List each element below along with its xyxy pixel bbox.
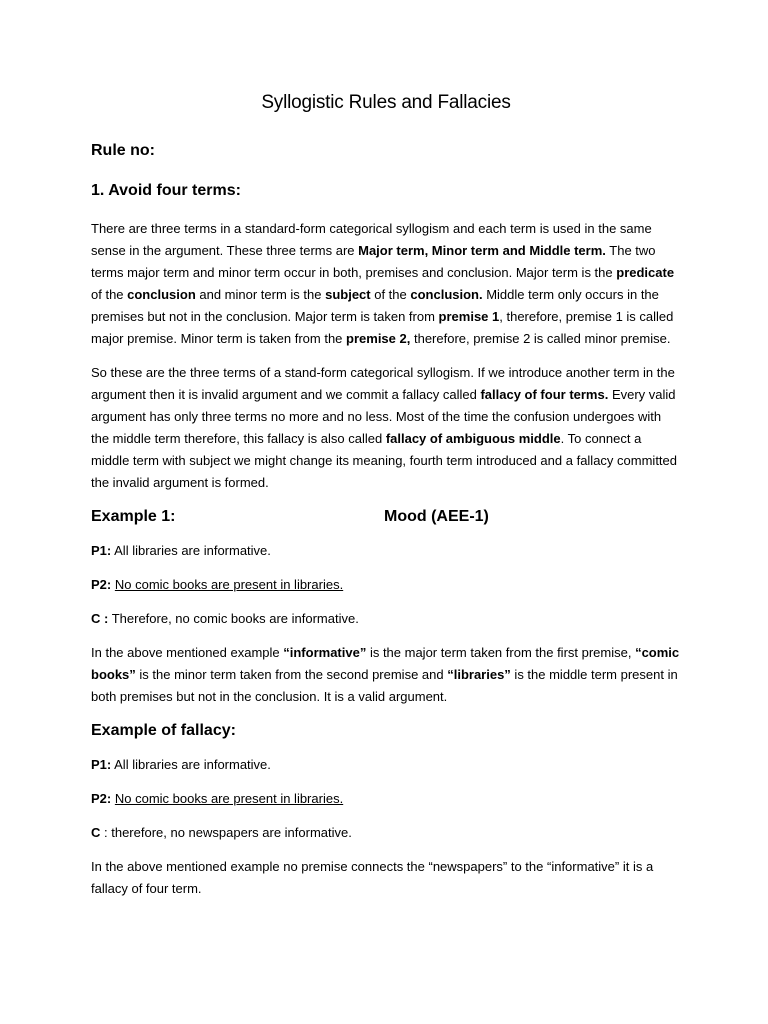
conclusion-text: Therefore, no comic books are informative. bbox=[108, 611, 359, 626]
premise-text: All libraries are informative. bbox=[111, 543, 271, 558]
premise-text: All libraries are informative. bbox=[111, 757, 271, 772]
text-run: of the bbox=[370, 287, 411, 302]
bold-run: predicate bbox=[616, 265, 675, 280]
example1-label: Example 1: bbox=[91, 508, 176, 525]
bold-run: premise 1 bbox=[438, 309, 500, 324]
text-run: Every valid argument has only three terms no more and no less. Most of the time the confusion undergoes with the middle term therefore, this fallacy is also called bbox=[91, 387, 676, 446]
bold-run: “libraries” bbox=[447, 667, 511, 682]
premise-text: No comic books are present in libraries. bbox=[114, 791, 344, 806]
text-run: is the minor term taken from the second premise and bbox=[135, 667, 448, 682]
text-run: The two terms major term and minor term occur in both, premises and conclusion. Major term is the bbox=[91, 243, 656, 280]
conclusion-label: C : bbox=[91, 611, 109, 626]
premise-label: P2: bbox=[91, 791, 112, 806]
bold-run: conclusion bbox=[127, 287, 196, 302]
rule1-heading: 1. Avoid four terms: bbox=[91, 182, 241, 199]
text-run: Middle term only occurs in the premises but not in the conclusion. Major term is taken from bbox=[91, 287, 659, 324]
paragraph-fallacy-explanation: In the above mentioned example no premise connects the “newspapers” to the “informative” it is a fallacy of four term. bbox=[91, 859, 654, 896]
text-run: therefore, premise 2 is called minor premise. bbox=[410, 331, 671, 346]
text-run: So these are the three terms of a stand-form categorical syllogism. If we introduce another term in the argument then it is invalid argument and we commit a fallacy called bbox=[91, 365, 675, 402]
text-run: is the major term taken from the first premise, bbox=[366, 645, 636, 660]
fallacy-premise1 bbox=[91, 754, 681, 776]
mood-label: Mood (AEE-1) bbox=[384, 508, 489, 525]
paragraph-fallacy-four-terms bbox=[91, 362, 681, 494]
paragraph-three-terms bbox=[91, 218, 681, 350]
text-run: There are three terms in a standard-form categorical syllogism and each term is used in the same sense in the argument. These three terms are bbox=[91, 221, 652, 258]
premise-text: No comic books are present in libraries. bbox=[114, 577, 344, 592]
bold-run: fallacy of ambiguous middle bbox=[385, 431, 561, 446]
page-title: Syllogistic Rules and Fallacies bbox=[261, 92, 511, 113]
conclusion-label: C bbox=[91, 825, 101, 840]
bold-run: conclusion. bbox=[410, 287, 483, 302]
fallacy-example-header: Example of fallacy: bbox=[91, 722, 236, 739]
text-run: , therefore, premise 1 is called major premise. Minor term is taken from the bbox=[91, 309, 674, 346]
premise-label: P1: bbox=[91, 543, 112, 558]
example1-header bbox=[91, 508, 681, 526]
document-page bbox=[91, 92, 681, 912]
example1-conclusion bbox=[91, 608, 681, 630]
text-run: . To connect a middle term with subject we might change its meaning, fourth term introduced and a fallacy committed the invalid argument is formed. bbox=[91, 431, 677, 490]
fallacy-conclusion bbox=[91, 822, 681, 844]
text-run: of the bbox=[91, 287, 128, 302]
paragraph-example1-explanation bbox=[91, 642, 681, 708]
conclusion-text: : therefore, no newspapers are informative. bbox=[100, 825, 352, 840]
bold-run: subject bbox=[325, 287, 371, 302]
bold-run: Major term, Minor term and Middle term. bbox=[358, 243, 606, 258]
example1-premise2 bbox=[91, 574, 681, 596]
premise-label: P2: bbox=[91, 577, 112, 592]
rule-no-heading: Rule no: bbox=[91, 142, 155, 159]
premise-label: P1: bbox=[91, 757, 112, 772]
text-run: and minor term is the bbox=[195, 287, 326, 302]
fallacy-premise2 bbox=[91, 788, 681, 810]
bold-run: premise 2, bbox=[346, 331, 411, 346]
example1-premise1 bbox=[91, 540, 681, 562]
bold-run: “comic books” bbox=[91, 645, 680, 682]
text-run: In the above mentioned example bbox=[91, 645, 284, 660]
text-run: is the middle term present in both premises but not in the conclusion. It is a valid argument. bbox=[91, 667, 678, 704]
bold-run: “informative” bbox=[283, 645, 367, 660]
bold-run: fallacy of four terms. bbox=[480, 387, 609, 402]
